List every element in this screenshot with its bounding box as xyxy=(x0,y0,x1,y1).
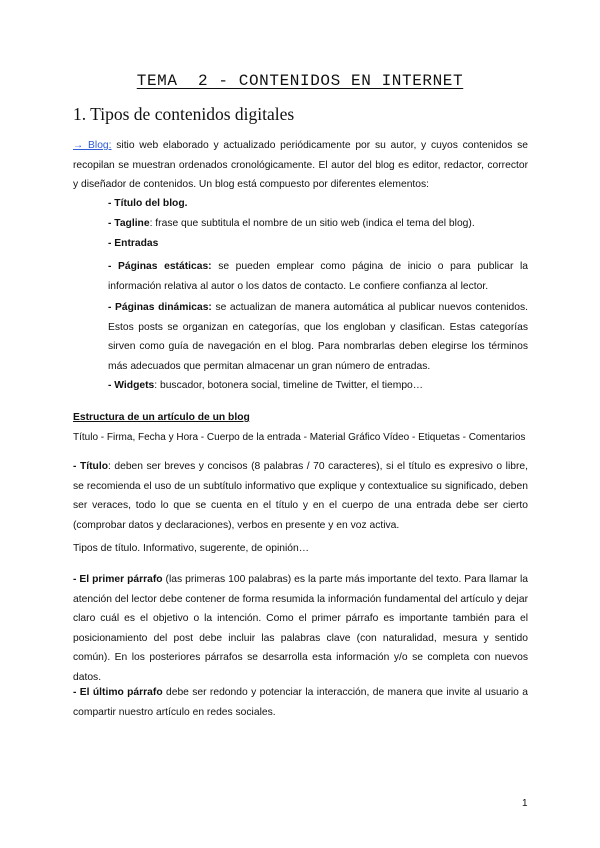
element-titulo xyxy=(108,194,528,214)
blog-paragraph xyxy=(73,136,528,195)
element-widgets xyxy=(108,376,528,396)
element-text: se pueden emplear como página de inicio o para publicar la información relativa al autor o los datos de contacto. Le confiere confianza al lector. xyxy=(108,261,528,292)
element-label: - Entradas xyxy=(108,238,159,249)
titulo-paragraph xyxy=(73,457,528,535)
structure-heading xyxy=(73,408,528,428)
element-label: - Título del blog. xyxy=(108,198,188,209)
element-text: : buscador, botonera social, timeline de Twitter, el tiempo… xyxy=(154,380,424,391)
ultimo-label: - El último párrafo xyxy=(73,687,163,698)
element-label: - Widgets xyxy=(108,380,155,391)
blog-text: sitio web elaborado y actualizado periódicamente por su autor, y cuyos contenidos se recopilan se muestran ordenados cronológicamente. El autor del blog es editor, redactor, corrector y diseñador de contenidos. Un blog está compuesto por diferentes elementos: xyxy=(73,140,528,191)
element-label: - Páginas estáticas: xyxy=(108,261,212,272)
structure-line: Título - Firma, Fecha y Hora - Cuerpo de la entrada - Material Gráfico Vídeo - Etiquetas - Comentarios xyxy=(73,432,526,443)
primer-label: - El primer párrafo xyxy=(73,574,163,585)
titulo-label: - Título xyxy=(73,461,108,472)
primer-parrafo xyxy=(73,570,528,688)
primer-text: (las primeras 100 palabras) es la parte más importante del texto. Para llamar la atención del lector debe contener de forma resumida la información fundamental del artículo y dejar claro cuál es el objetivo o la intención. Como el primer párrafo es importante también para el posicionamiento del post debe incluir las palabras clave (con naturalidad, mesura y sentido común). En los posteriores párrafos se desarrolla esta información y/o se completa con nuevos datos. xyxy=(73,574,528,683)
titulo-types: Tipos de título. Informativo, sugerente, de opinión… xyxy=(73,543,310,554)
element-paginas-estaticas xyxy=(108,257,528,296)
element-entradas xyxy=(108,234,528,254)
ultimo-parrafo xyxy=(73,683,528,722)
page-title: TEMA 2 - CONTENIDOS EN INTERNET xyxy=(136,72,464,90)
blog-link[interactable]: → Blog: xyxy=(73,140,112,151)
element-label: - Páginas dinámicas: xyxy=(108,302,212,313)
section-heading: 1. Tipos de contenidos digitales xyxy=(73,104,295,124)
element-label: - Tagline xyxy=(108,218,150,229)
page-number: 1 xyxy=(522,798,528,809)
element-paginas-dinamicas xyxy=(108,298,528,376)
titulo-text: : deben ser breves y concisos (8 palabras / 70 caracteres), si el título es expresivo o libre, se recomienda el uso de un subtítulo informativo que explique y contextualice su significado, deben ser veraces, todo lo que se cuenta en el título y en el cuerpo de una entrada debe ser cierto (comprobar datos y declaraciones), verbos en presente y en voz activa. xyxy=(73,461,528,531)
element-tagline xyxy=(108,214,528,234)
element-text: : frase que subtitula el nombre de un sitio web (indica el tema del blog). xyxy=(149,218,475,229)
structure-heading-text: Estructura de un artículo de un blog xyxy=(73,412,250,423)
element-text: se actualizan de manera automática al publicar nuevos contenidos. Estos posts se organizan en categorías, que los engloban y clasifican. Estas categorías sirven como guía de navegación en el blog. Para nombrarlas deben elegirse los términos más adecuados que permitan almacenar un gran número de entradas. xyxy=(108,302,528,372)
ultimo-text: debe ser redondo y potenciar la interacción, de manera que invite al usuario a compartir nuestro artículo en redes sociales. xyxy=(73,687,529,718)
